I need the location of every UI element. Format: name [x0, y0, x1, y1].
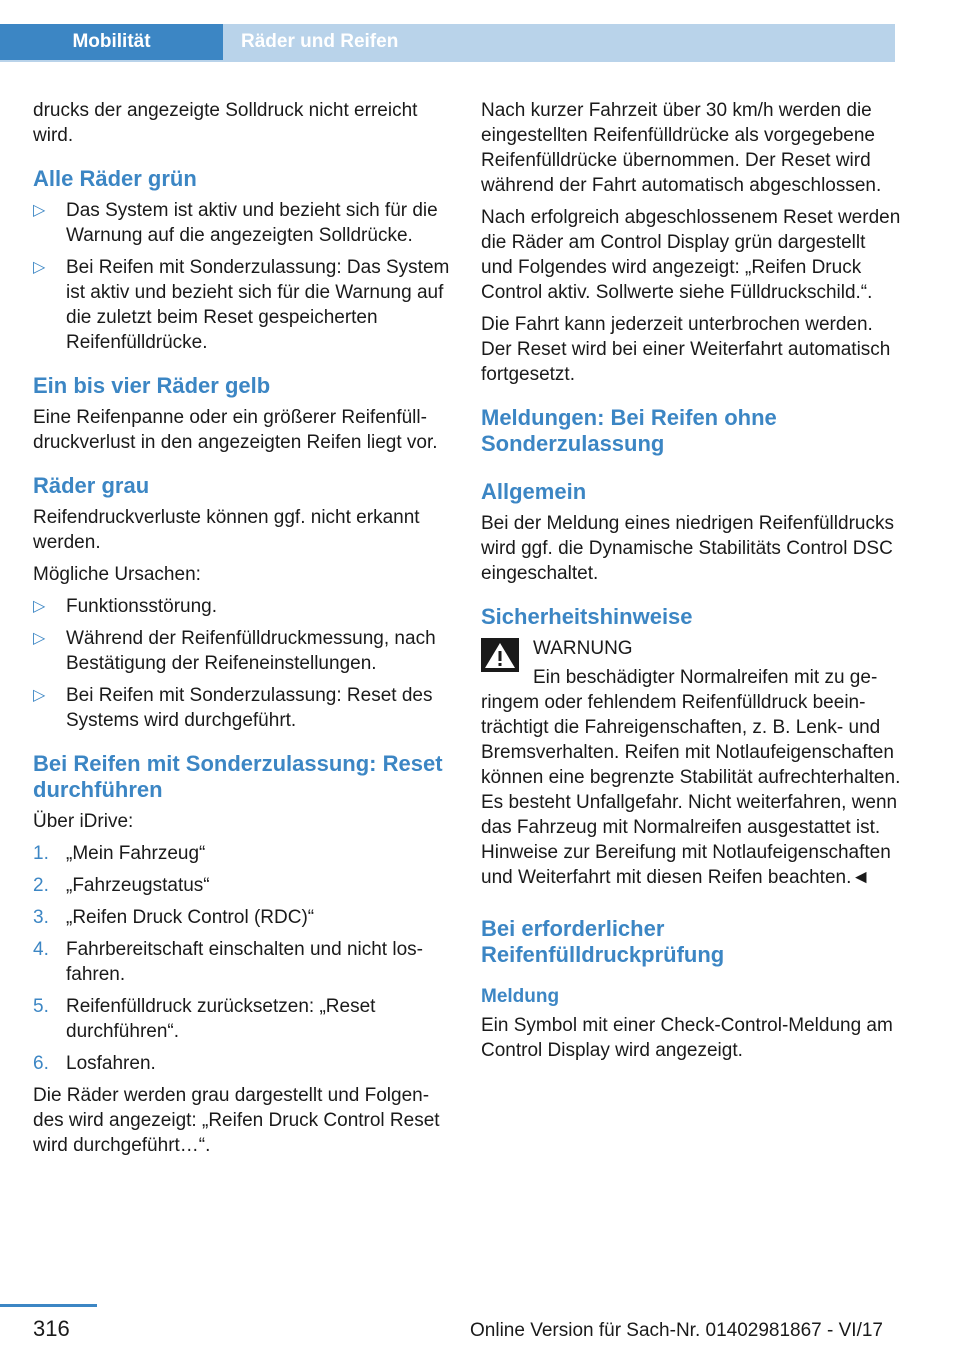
paragraph-reset-erfolgreich: Nach erfolgreich abgeschlossenem Reset werden die Räder am Control Display grün dargestellt und Folgendes wird angezeigt: „Reifen Druck Control aktiv. Sollwerte siehe Fülldruckschild.“. — [481, 207, 901, 303]
list-item — [33, 626, 453, 676]
list-item — [33, 683, 453, 733]
triangle-bullet-icon: ▷ — [33, 687, 46, 704]
step-item — [33, 937, 453, 987]
step-number: 4. — [33, 939, 49, 960]
step-item — [33, 873, 453, 898]
list-item — [33, 594, 453, 619]
heading-alle-raeder-gruen: Alle Räder grün — [33, 166, 197, 191]
paragraph-reset-ende: Die Räder werden grau dargestellt und Folgendes wird angezeigt: „Reifen Druck Control Reset wird durchgeführt…“. — [33, 1085, 440, 1156]
step-number: 2. — [33, 875, 49, 896]
heading-meldung: Meldung — [481, 986, 560, 1007]
heading-sicherheitshinweise: Sicherheitshinweise — [481, 604, 693, 629]
warning-title: WARNUNG — [533, 638, 633, 659]
heading-erforderliche-pruefung: Bei erforderlicher Reifenfülldruckprüfung — [481, 916, 725, 967]
tab-mobilitaet[interactable] — [0, 24, 223, 60]
page-number: 316 — [33, 1316, 70, 1341]
step-text: Reifenfülldruck zurücksetzen: „Reset durchführen“. — [66, 996, 376, 1042]
step-item — [33, 994, 453, 1044]
header-tabs — [0, 24, 895, 62]
heading-raeder-gelb: Ein bis vier Räder gelb — [33, 373, 271, 398]
paragraph-fahrzeit: Nach kurzer Fahrzeit über 30 km/h werden die eingestellten Reifenfülldrücke als vorgegebene Reifenfülldrücke übernommen. Der Reset wird während der Fahrt automatisch abgeschlossen. — [481, 100, 882, 196]
paragraph-fahrt-unterbrechen: Die Fahrt kann jederzeit unterbrochen werden. Der Reset wird bei einer Weiterfahrt automatisch fortgesetzt. — [481, 314, 891, 385]
paragraph-ueber-idrive: Über iDrive: — [33, 811, 134, 832]
step-text: Losfahren. — [66, 1053, 156, 1074]
paragraph-moegliche-ursachen: Mögliche Ursachen: — [33, 564, 201, 585]
paragraph-raeder-gelb: Eine Reifenpanne oder ein größerer Reifenfülldruckverlust in den angezeigten Reifen liegt vor. — [33, 407, 438, 453]
step-text: „Mein Fahrzeug“ — [66, 843, 206, 864]
step-number: 6. — [33, 1053, 49, 1074]
triangle-bullet-icon: ▷ — [33, 202, 46, 219]
heading-reset-durchfuehren: Bei Reifen mit Sonderzulassung: Reset durchführen — [33, 751, 443, 802]
list-moegliche-ursachen — [33, 594, 453, 733]
header-divider — [0, 60, 895, 62]
triangle-bullet-icon: ▷ — [33, 259, 46, 276]
list-alle-raeder-gruen — [33, 198, 453, 355]
right-column — [481, 98, 901, 1070]
heading-meldungen: Meldungen: Bei Reifen ohne Sonderzulassung — [481, 405, 777, 456]
step-number: 5. — [33, 996, 49, 1017]
step-number: 1. — [33, 843, 49, 864]
step-text: Fahrbereitschaft einschalten und nicht losfahren. — [66, 939, 423, 985]
paragraph-raeder-grau: Reifendruckverluste können ggf. nicht erkannt werden. — [33, 507, 420, 553]
steps-reset — [33, 841, 453, 1076]
online-version-text: Online Version für Sach-Nr. 01402981867 - VI/17 — [470, 1320, 883, 1341]
intro-paragraph: drucks der angezeigte Solldruck nicht erreicht wird. — [33, 100, 418, 146]
step-item — [33, 841, 453, 866]
warning-triangle-icon — [481, 638, 519, 672]
step-text: „Fahrzeugstatus“ — [66, 875, 210, 896]
heading-allgemein: Allgemein — [481, 479, 587, 504]
list-item — [33, 255, 453, 355]
step-item — [33, 905, 453, 930]
step-number: 3. — [33, 907, 49, 928]
triangle-bullet-icon: ▷ — [33, 598, 46, 615]
step-item — [33, 1051, 453, 1076]
tab-mobilitaet-label: Mobilität — [72, 31, 151, 52]
list-item — [33, 198, 453, 248]
list-item-text: Das System ist aktiv und bezieht sich für die Warnung auf die angezeigten Solldrücke. — [66, 200, 438, 246]
step-text: „Reifen Druck Control (RDC)“ — [66, 907, 315, 928]
list-item-text: Bei Reifen mit Sonderzulassung: Das System ist aktiv und bezieht sich für die Warnung auf die zuletzt beim Reset gespeicherten Reifenfülldrücke. — [66, 257, 450, 353]
paragraph-allgemein: Bei der Meldung eines niedrigen Reifenfülldrucks wird ggf. die Dynamische Stabilitäts Control DSC eingeschaltet. — [481, 513, 894, 584]
paragraph-meldung: Ein Symbol mit einer Check-Control-Meldung am Control Display wird angezeigt. — [481, 1015, 893, 1061]
heading-raeder-grau: Räder grau — [33, 473, 150, 498]
tab-raeder-label: Räder und Reifen — [241, 31, 399, 52]
list-item-text: Funktionsstörung. — [66, 596, 218, 617]
warning-block — [481, 636, 901, 890]
warning-text: Ein beschädigter Normalreifen mit zu geringem oder fehlendem Reifenfülldruck beeinträchtigt die Fahreigenschaften, z. B. Lenk- und Bremsverhalten. Reifen mit Notlaufeigenschaften können eine begrenzte Stabilität aufrechterhalten. Es besteht Unfallgefahr. Nicht weiterfahren, wenn das Fahrzeug mit Normalreifen ausgestattet ist. Hinweise zur Bereifung mit Notlaufeigenschaften und Weiterfahrt mit diesen Reifen beachten.◄ — [481, 667, 901, 888]
tab-raeder-und-reifen[interactable] — [223, 24, 895, 60]
triangle-bullet-icon: ▷ — [33, 630, 46, 647]
list-item-text: Bei Reifen mit Sonderzulassung: Reset des Systems wird durchgeführt. — [66, 685, 433, 731]
left-column — [33, 98, 453, 1165]
footer-accent-line — [0, 1304, 97, 1307]
list-item-text: Während der Reifenfülldruckmessung, nach Bestätigung der Reifeneinstellungen. — [66, 628, 436, 674]
